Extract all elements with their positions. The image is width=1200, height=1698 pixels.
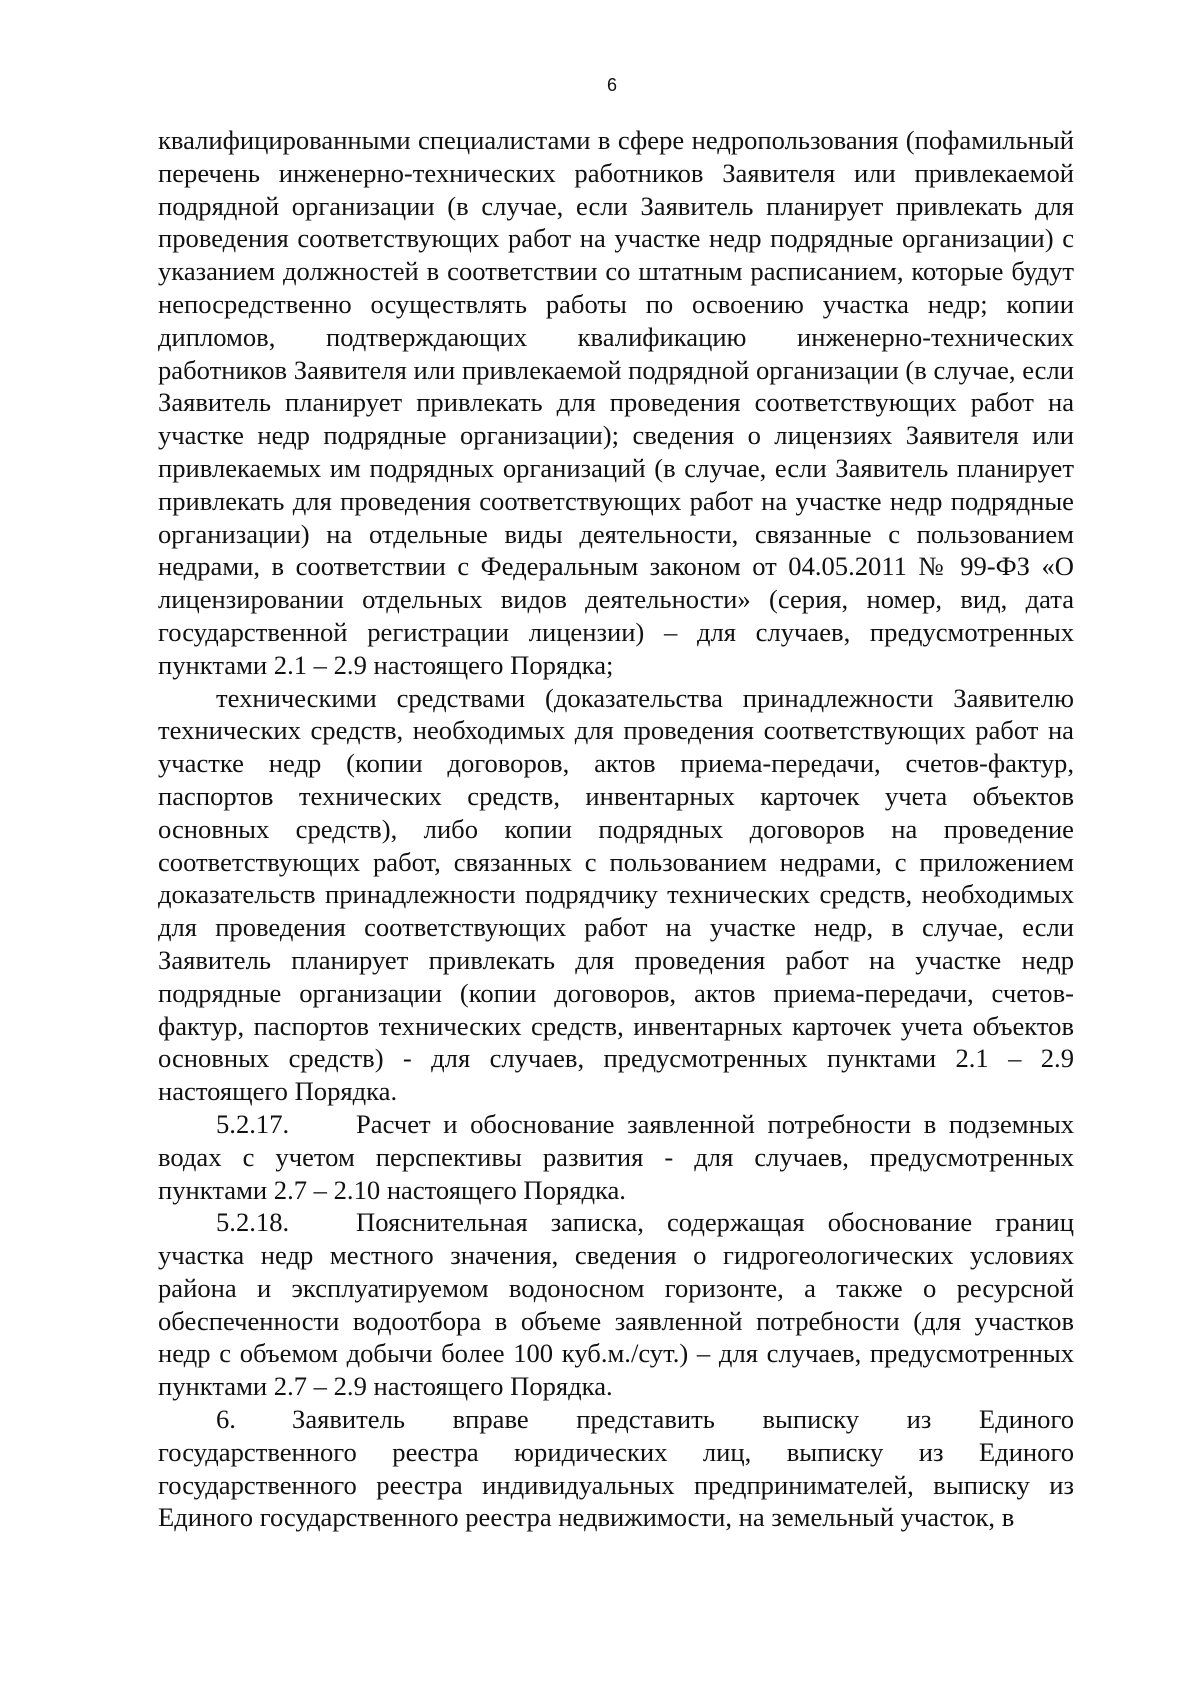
clause-number: 5.2.18.: [216, 1207, 290, 1238]
document-body: [158, 124, 1074, 1534]
clause-text: Заявитель вправе представить выписку из Единого государственного реестра юридических лиц, выписку из Единого государственного реестра индивидуальных предпринимателей, выписку из Единого государственного реестра недвижимости, на земельный участок, в: [158, 1404, 1074, 1533]
clause-text: Пояснительная записка, содержащая обоснование границ участка недр местного значения, сведения о гидрогеологических условиях района и эксплуатируемом водоносном горизонте, а также о ресурсной обеспеченности водоотбора в объеме заявленной потребности (для участков недр с объемом добычи более 100 куб.м./сут.) – для случаев, предусмотренных пунктами 2.7 – 2.9 настоящего Порядка.: [158, 1207, 1074, 1402]
clause-5-2-17: [158, 1108, 1074, 1206]
clause-5-2-18: [158, 1206, 1074, 1403]
page-number: 6: [606, 75, 617, 95]
clause-number: 5.2.17.: [216, 1108, 290, 1139]
paragraph-continuation: квалифицированными специалистами в сфере недропользования (пофамильный перечень инженерно-технических работников Заявителя или привлекаемой подрядной организации (в случае, если Заявитель планирует привлекать для проведения соответствующих работ на участке недр подрядные организации) с указанием должностей в соответствии со штатным расписанием, которые будут непосредственно осуществлять работы по освоению участка недр; копии дипломов, подтверждающих квалификацию инженерно-технических работников Заявителя или привлекаемой подрядной организации (в случае, если Заявитель планирует привлекать для проведения соответствующих работ на участке недр подрядные организации); сведения о лицензиях Заявителя или привлекаемых им подрядных организаций (в случае, если Заявитель планирует привлекать для проведения соответствующих работ на участке недр подрядные организации) на отдельные виды деятельности, связанные с пользованием недрами, в соответствии с Федеральным законом от 04.05.2011 № 99-ФЗ «О лицензировании отдельных видов деятельности» (серия, номер, вид, дата государственной регистрации лицензии) – для случаев, предусмотренных пунктами 2.1 – 2.9 настоящего Порядка;: [158, 125, 1074, 680]
clause-text: Расчет и обоснование заявленной потребности в подземных водах с учетом перспективы развития - для случаев, предусмотренных пунктами 2.7 – 2.10 настоящего Порядка.: [158, 1108, 1074, 1205]
clause-number: 6.: [216, 1404, 236, 1435]
paragraph-technical-means: техническими средствами (доказательства принадлежности Заявителю технических средств, необходимых для проведения соответствующих работ на участке недр (копии договоров, актов приема-передачи, счетов-фактур, паспортов технических средств, инвентарных карточек учета объектов основных средств), либо копии подрядных договоров на проведение соответствующих работ, связанных с пользованием недрами, с приложением доказательств принадлежности подрядчику технических средств, необходимых для проведения соответствующих работ на участке недр, в случае, если Заявитель планирует привлекать для проведения работ на участке недр подрядные организации (копии договоров, актов приема-передачи, счетов-фактур, паспортов технических средств, инвентарных карточек учета объектов основных средств) - для случаев, предусмотренных пунктами 2.1 – 2.9 настоящего Порядка.: [158, 682, 1074, 1107]
clause-6: [158, 1403, 1074, 1534]
